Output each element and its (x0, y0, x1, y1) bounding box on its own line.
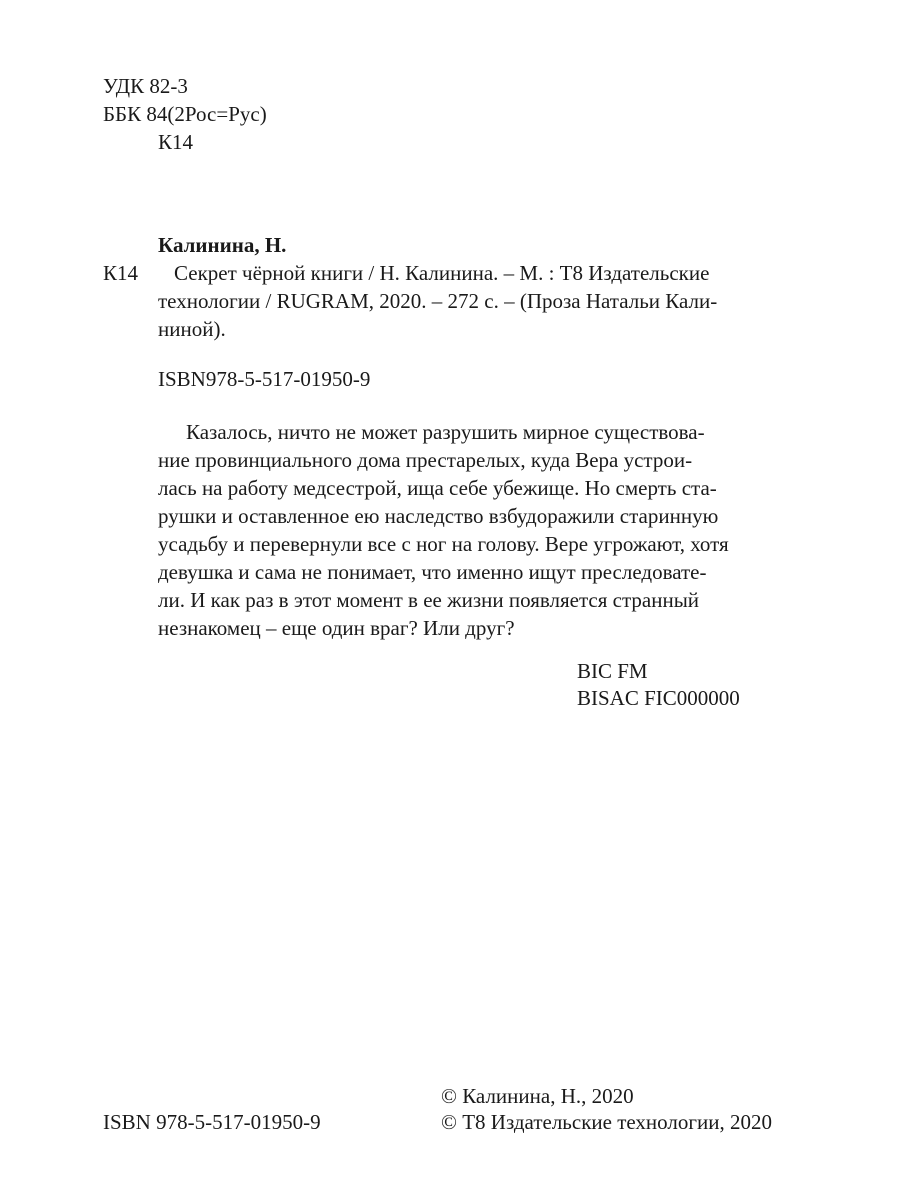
annotation-line: девушка и сама не понимает, что именно ищут преследовате- (158, 560, 707, 584)
copyright-author: © Калинина, Н., 2020 (441, 1084, 634, 1108)
udk-code: УДК 82-3 (103, 74, 188, 98)
annotation-line: рушки и оставленное ею наследство взбудоражили старинную (158, 504, 719, 528)
catalog-entry-line: ниной). (158, 317, 226, 341)
annotation-line: ли. И как раз в этот момент в ее жизни появляется странный (158, 588, 700, 612)
annotation-line: ние провинциального дома престарелых, куда Вера устрои- (158, 448, 693, 472)
bisac-code: BISAC FIC000000 (577, 686, 740, 710)
annotation-line: усадьбу и перевернули все с ног на голову. Вере угрожают, хотя (158, 532, 729, 556)
annotation-line: Казалось, ничто не может разрушить мирное существова- (186, 420, 705, 444)
catalog-entry-line: технологии / RUGRAM, 2020. – 272 с. – (Проза Натальи Кали- (158, 289, 718, 313)
copyright-publisher: © Т8 Издательские технологии, 2020 (441, 1110, 772, 1134)
annotation (158, 418, 768, 642)
catalog-author-code: К14 (103, 261, 139, 285)
bic-code: BIC FM (577, 659, 648, 683)
catalog-author: Калинина, Н. (158, 233, 287, 257)
catalog-entry-text (158, 259, 764, 343)
author-code-top: К14 (158, 130, 194, 154)
catalog-entry-line: Секрет чёрной книги / Н. Калинина. – М. : Т8 Издательские (174, 261, 710, 285)
bbk-code: ББК 84(2Рос=Рус) (103, 102, 267, 126)
isbn-footer: ISBN 978-5-517-01950-9 (103, 1110, 321, 1134)
annotation-line: незнакомец – еще один враг? Или друг? (158, 616, 515, 640)
annotation-line: лась на работу медсестрой, ища себе убежище. Но смерть ста- (158, 476, 717, 500)
isbn-main: ISBN978-5-517-01950-9 (158, 367, 371, 391)
